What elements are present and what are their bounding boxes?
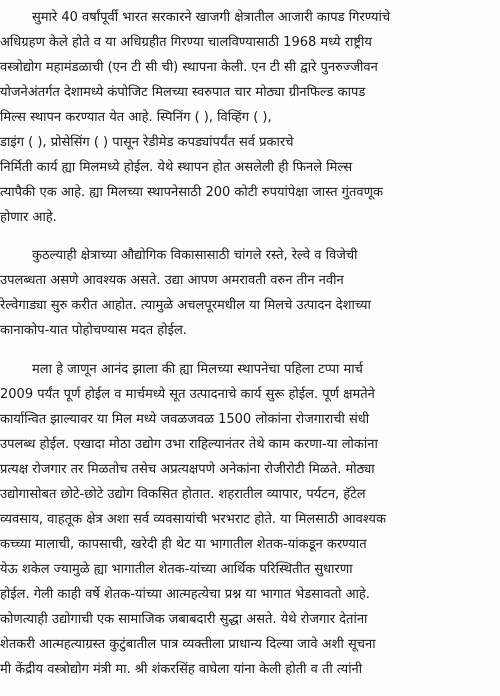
text-line: कुठल्याही क्षेत्राच्या औद्योगिक विकासासाठी चांगले रस्ते, रेल्वे व विजेची bbox=[32, 248, 358, 263]
text-line: मला हे जाणून आनंद झाला की ह्या मिलच्या स्थापनेचा पहिला टप्पा मार्च bbox=[32, 362, 363, 377]
text-line: शेतकरी आत्महत्याग्रस्त कुटुंबातील पात्र व्यक्तीला प्राधान्य दिल्या जावे अशी सूचना bbox=[0, 637, 376, 652]
text-line: उद्योगासोबत छोटे-छोटे उद्योग विकसित होतात. शहरातील व्यापार, पर्यटन, हॅटेल bbox=[0, 487, 366, 502]
text-line: प्रत्यक्ष रोजगार तर मिळतोच तसेच अप्रत्यक्षपणे अनेकांना रोजीरोटी मिळते. मोठ्या bbox=[0, 462, 375, 477]
text-line: 2009 पर्यंत पूर्ण होईल व मार्चमध्ये सूत उत्पादनाचे कार्य सुरू होईल. पूर्ण क्षमतेने bbox=[0, 387, 375, 402]
text-line: कोणत्याही उद्योगाची एक सामाजिक जबाबदारी सुद्धा असते. येथे रोजगार देतांना bbox=[0, 612, 368, 627]
text-line: अधिग्रहण केले होते व या अधिग्रहीत गिरण्या चालविण्यासाठी 1968 मध्ये राष्ट्रीय bbox=[0, 35, 372, 50]
text-line: डाइंग ( ), प्रोसेसिंग ( ) पासून रेडीमेड कपड्यांपर्यंत सर्व प्रकारचे bbox=[0, 135, 294, 150]
text-line: त्यापैकी एक आहे. ह्या मिलच्या स्थापनेसाठी 200 कोटी रुपयांपेक्षा जास्त गुंतवणूक bbox=[0, 185, 384, 200]
text-line: मिल्स स्थापन करण्यात येत आहे. स्पिनिंग ( ), विव्हिंग ( ), bbox=[0, 110, 272, 125]
text-line: कच्च्या मालाची, कापसाची, खरेदी ही थेट या भागातील शेतक-यांकडून करण्यात bbox=[0, 537, 367, 552]
text-line: योजनेअंतर्गत देशामध्ये कंपोजिट मिलच्या स्वरुपात चार मोठ्या ग्रीनफिल्ड कापड bbox=[0, 85, 366, 100]
text-line: उपलब्धता असणे आवश्यक असते. उद्या आपण अमरावती वरुन तीन नवीन bbox=[0, 273, 344, 288]
text-line: मी केंद्रीय वस्त्रोद्योग मंत्री मा. श्री शंकरसिंह वाघेला यांना केली होती व ती त्यांनी bbox=[0, 662, 363, 677]
text-line: कार्यान्वित झाल्यावर या मिल मध्ये जवळजवळ 1500 लोकांना रोजगाराची संधी bbox=[0, 412, 370, 427]
text-line: वस्त्रोद्योग महामंडळाची (एन टी सी ची) स्थापना केली. एन टी सी द्वारे पुनरुज्जीवन bbox=[0, 60, 378, 75]
text-line: होणार आहे. bbox=[0, 210, 57, 225]
text-line: व्यवसाय, वाहतूक क्षेत्र अशा सर्व व्यवसायांची भरभराट होते. या मिलसाठी आवश्यक bbox=[0, 512, 386, 527]
text-line: उपलब्ध होईल. एखादा मोठा उद्योग उभा राहिल्यानंतर तेथे काम करणा-या लोकांना bbox=[0, 437, 378, 452]
text-line: निर्मिती कार्य ह्या मिलमध्ये होईल. येथे स्थापन होत असलेली ही फिनले मिल्स bbox=[0, 160, 353, 175]
text-line: कानाकोप-यात पोहोचण्यास मदत होईल. bbox=[0, 323, 187, 338]
text-line: येऊ शकेल ज्यामुळे ह्या भागातील शेतक-यांच्या आर्थिक परिस्थितीत सुधारणा bbox=[0, 562, 353, 577]
text-line: रेल्वेगाड्या सुरु करीत आहोत. त्यामुळे अचलपूरमधील या मिलचे उत्पादन देशाच्या bbox=[0, 298, 371, 313]
text-line: होईल. गेली काही वर्षे शेतक-यांच्या आत्महत्येचा प्रश्न या भागात भेडसावतो आहे. bbox=[0, 587, 370, 602]
text-line: सुमारे 40 वर्षांपूर्वी भारत सरकारने खाजगी क्षेत्रातील आजारी कापड गिरण्यांचे bbox=[32, 10, 391, 25]
